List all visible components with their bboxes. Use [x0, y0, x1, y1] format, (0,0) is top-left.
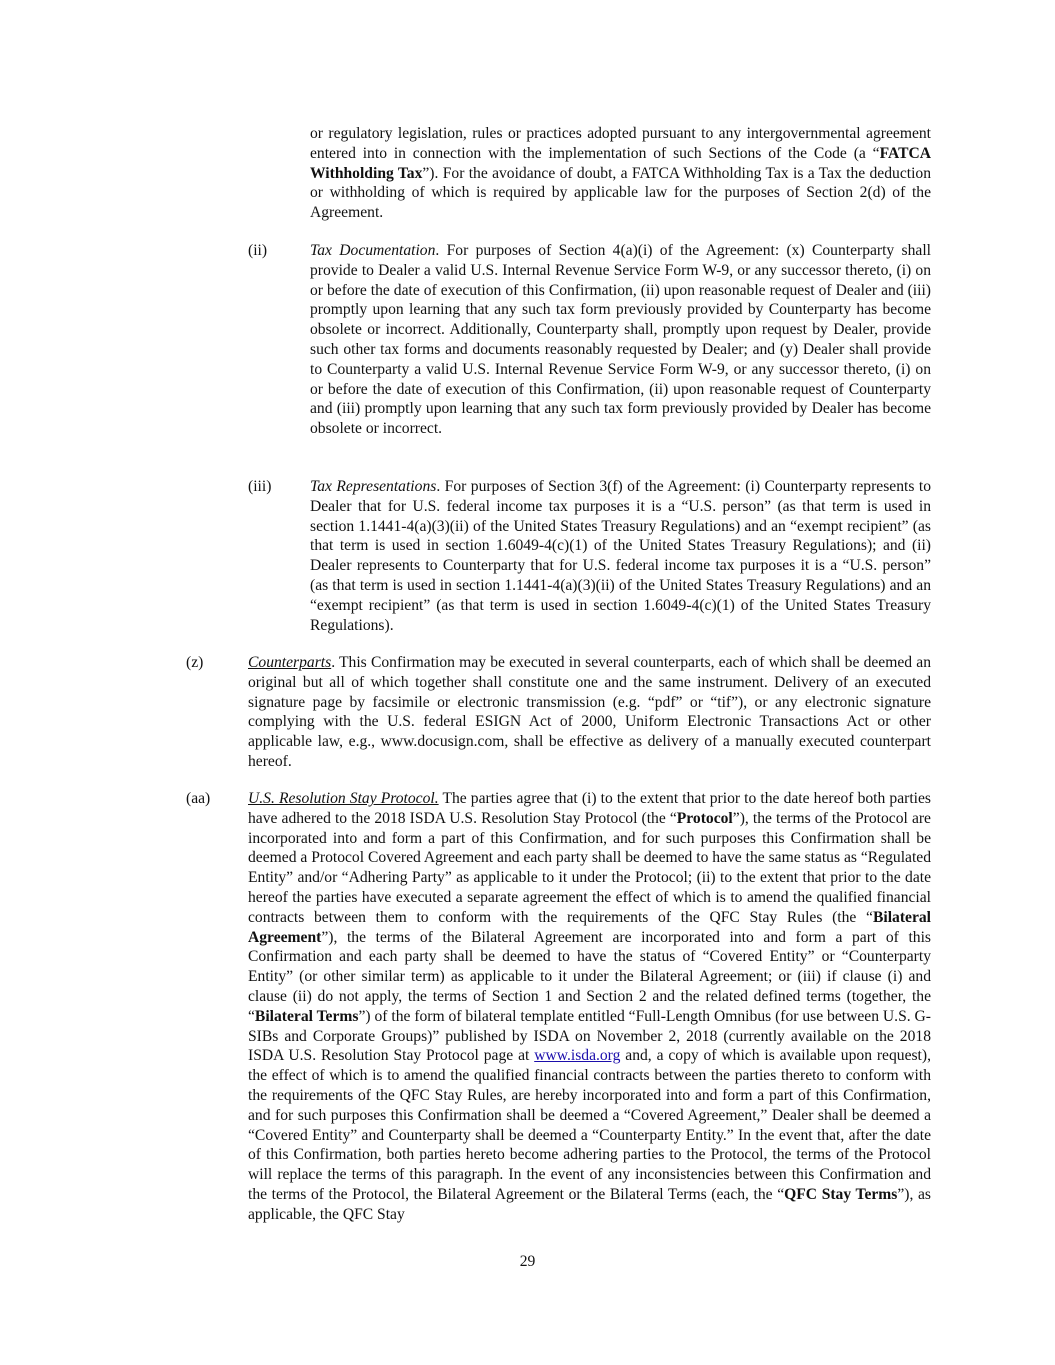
defined-term: Protocol [676, 809, 733, 827]
isda-link[interactable]: www.isda.org [534, 1047, 621, 1065]
paragraph-text: . This Confirmation may be executed in several counterparts, each of which shall be deemed an original but all of which together shall constitute one and the same instrument. Delivery of an executed signature page by facsimile or electronic transmission (e.g. “pdf” or “tif”), or any electronic signature complying with the U.S. federal ESIGN Act of 2000, Uniform Electronic Transactions Act or other applicable law, e.g., www.docusign.com, shall be effective as delivery of a manually executed counterpart hereof. [248, 654, 931, 770]
tax-documentation-paragraph [310, 241, 931, 439]
section-heading: Tax Representations [310, 478, 437, 495]
paragraph-text: and, a copy of which is available upon request), the effect of which is to amend the qualified financial contracts between the parties thereto to conform with the requirements of the QFC Stay Rules, are hereby incorporated into and form a part of this Confirmation, and for such purposes this Confirmation shall be deemed a “Covered Agreement,” Dealer shall be deemed a “Covered Entity” and Counterparty shall be deemed a “Counterparty Entity.” In the event that, after the date of this Confirmation, both parties hereto become adhering parties to the Protocol, the terms of the Protocol will replace the terms of this paragraph. In the event of any inconsistencies between this Confirmation and the terms of the Protocol, the Bilateral Agreement or the Bilateral Terms (each, the “ [248, 1047, 931, 1203]
item-marker-ii: (ii) [248, 242, 268, 259]
resolution-stay-paragraph [248, 789, 931, 1225]
paragraph-text: ”). For the avoidance of doubt, a FATCA Withholding Tax is a Tax the deduction or withholding of which is required by applicable law for the purposes of Section 2(d) of the Agreement. [310, 164, 931, 222]
paragraph-text: The parties agree that (i) to the extent that prior to the date hereof both parties have adhered to the 2018 ISDA U.S. Resolution Stay Protocol (the “ [248, 790, 931, 827]
section-heading: Counterparts [248, 654, 332, 671]
paragraph-text: ”), the terms of the Protocol are incorporated into and form a part of this Confirmation, and for such purposes this Confirmation shall be deemed a Protocol Covered Agreement and each party shall be deemed to have the same status as “Regulated Entity” and/or “Adhering Party” as applicable to it under the Protocol; (ii) to the extent that prior to the date hereof the parties have executed a separate agreement the effect of which is to amend the qualified financial contracts between them to conform with the requirements of the QFC Stay Rules (the “ [248, 809, 931, 926]
paragraph-text: ”), the terms of the Bilateral Agreement are incorporated into and form a part of this Confirmation and each party shall be deemed to have the status of “Covered Entity” or “Counterparty Entity” (or other similar term) as applicable to it under the Bilateral Agreement; or (iii) if clause (i) and clause (ii) do not apply, the terms of Section 1 and Section 2 and the related defined terms (together, the “ [248, 928, 931, 1025]
paragraph-text: . For purposes of Section 3(f) of the Agreement: (i) Counterparty represents to Dealer that for U.S. federal income tax purposes it is a “U.S. person” (as that term is used in section 1.1441-4(a)(3)(ii) of the United States Treasury Regulations) and an “exempt recipient” (as that term is used in section 1.6049-4(c)(1) of the United States Treasury Regulations); and (ii) Dealer represents to Counterparty that for U.S. federal income tax purposes it is a “U.S. person” (as that term is used in section 1.1441-4(a)(3)(ii) of the United States Treasury Regulations) and an “exempt recipient” (as that term is used in section 1.6049-4(c)(1) of the United States Treasury Regulations). [310, 478, 931, 634]
section-heading: Tax Documentation [310, 242, 436, 259]
defined-term: Bilateral Terms [254, 1007, 359, 1025]
page-number: 29 [519, 1253, 536, 1270]
paragraph-text: . For purposes of Section 4(a)(i) of the Agreement: (x) Counterparty shall provide to Dealer a valid U.S. Internal Revenue Service Form W-9, or any successor thereto, (i) on or before the date of execution of this Confirmation, (ii) upon reasonable request of Dealer and (iii) promptly upon learning that any such tax form previously provided by Counterparty has become obsolete or incorrect. Additionally, Counterparty shall, promptly upon request by Dealer, provide such other tax forms and documents reasonably requested by Dealer; and (y) Dealer shall provide to Counterparty a valid U.S. Internal Revenue Service Form W-9, or any successor thereto, (i) on or before the date of execution of this Confirmation, (ii) upon reasonable request of Counterparty and (iii) promptly upon learning that any such tax form previously provided by Dealer has become obsolete or incorrect. [310, 242, 931, 438]
item-marker-z: (z) [186, 654, 204, 671]
paragraph-text: ”), as applicable, the QFC Stay [248, 1185, 931, 1223]
defined-term: FATCA Withholding Tax [310, 144, 931, 182]
continued-paragraph [310, 124, 931, 223]
item-marker-iii: (iii) [248, 478, 272, 495]
paragraph-text: or regulatory legislation, rules or practices adopted pursuant to any intergovernmental agreement entered into in connection with the implementation of such Sections of the Code (a “ [310, 125, 931, 162]
tax-representations-paragraph [310, 477, 931, 635]
defined-term: Bilateral Agreement [248, 908, 931, 946]
item-marker-aa: (aa) [186, 790, 211, 807]
counterparts-paragraph [248, 653, 931, 772]
paragraph-text: ”) of the form of bilateral template entitled “Full-Length Omnibus (for use between U.S. G-SIBs and Corporate Groups)” published by ISDA on November 2, 2018 (currently available on the 2018 ISDA U.S. Resolution Stay Protocol page at [248, 1007, 931, 1065]
section-heading: U.S. Resolution Stay Protocol. [248, 790, 439, 807]
defined-term: QFC Stay Terms [784, 1185, 898, 1203]
